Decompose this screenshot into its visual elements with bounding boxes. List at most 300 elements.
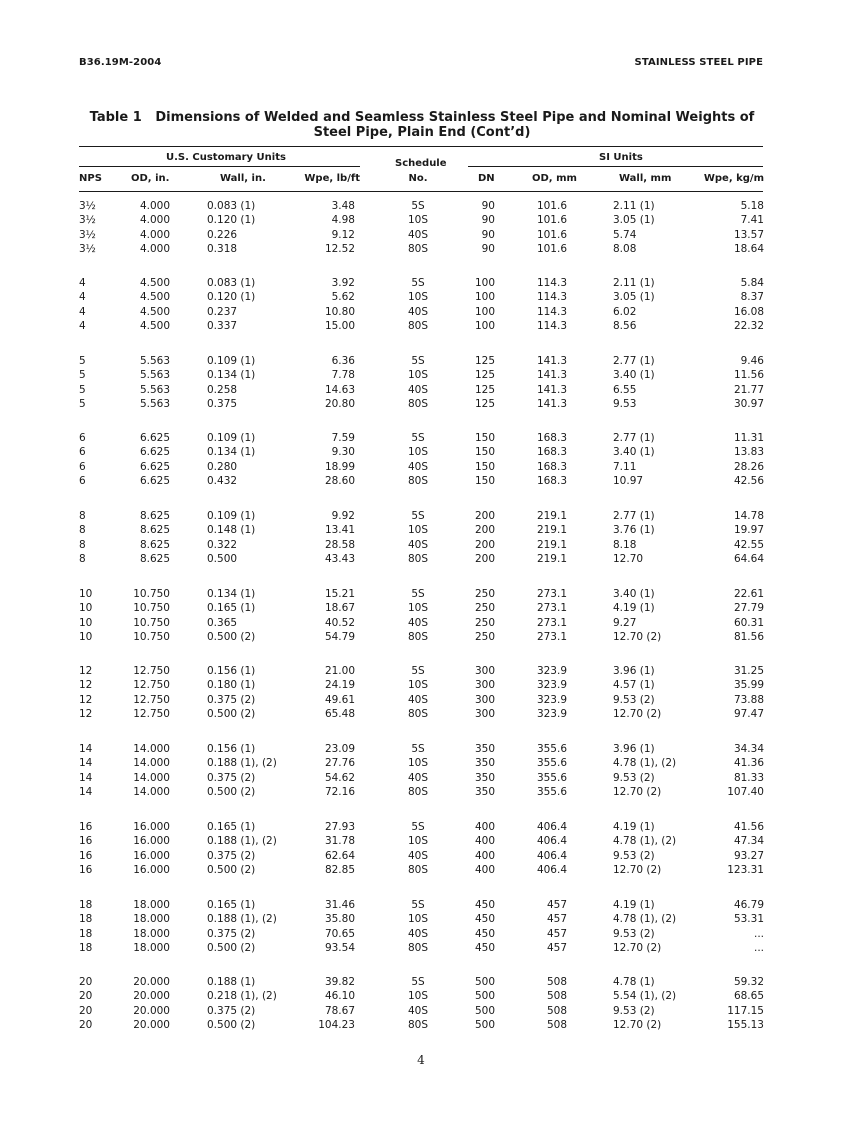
cell-od-mm: 457	[546, 899, 567, 911]
cell-nps: 12	[79, 665, 93, 677]
cell-wall-in: 0.258	[207, 383, 238, 396]
cell-wall-mm: 2.11 (1)	[613, 200, 655, 212]
cell-dn: 250	[474, 616, 495, 629]
cell-od-mm: 355.6	[536, 757, 567, 770]
cell-nps: 20	[79, 1004, 93, 1017]
cell-od-in: 20.000	[133, 976, 170, 988]
cell-wpe-kg: 7.41	[740, 214, 764, 227]
col-header-dn: DN	[478, 173, 495, 184]
cell-dn: 300	[474, 693, 495, 706]
col-header-nps: NPS	[79, 173, 102, 184]
cell-wpe-lb: 7.78	[331, 369, 355, 382]
cell-nps: 10	[79, 631, 93, 644]
cell-nps: 18	[79, 899, 93, 911]
cell-nps: 8	[79, 510, 86, 522]
cell-wall-in: 0.365	[207, 616, 238, 629]
cell-schedule: 10S	[407, 757, 429, 770]
cell-dn: 100	[474, 291, 495, 304]
cell-nps: 12	[79, 693, 93, 706]
cell-wpe-lb: 35.80	[324, 913, 355, 926]
cell-wpe-lb: 12.52	[324, 243, 355, 256]
cell-nps: 3½	[79, 243, 96, 256]
cell-wall-mm: 2.77 (1)	[613, 510, 655, 522]
cell-wall-in: 0.280	[207, 460, 238, 473]
cell-schedule: 10S	[407, 913, 429, 926]
cell-schedule: 40S	[407, 616, 429, 629]
cell-od-mm: 508	[546, 990, 567, 1003]
cell-wall-mm: 4.78 (1)	[613, 976, 655, 988]
cell-od-mm: 273.1	[536, 602, 567, 615]
cell-wpe-lb: 78.67	[324, 1004, 355, 1017]
col-header-schedule: No.	[408, 173, 428, 184]
cell-wpe-kg: 47.34	[733, 835, 764, 848]
cell-wpe-lb: 39.82	[324, 976, 355, 988]
cell-od-mm: 114.3	[536, 320, 567, 333]
cell-dn: 200	[474, 524, 495, 537]
cell-schedule: 5S	[411, 665, 425, 677]
cell-wpe-kg: 97.47	[733, 708, 764, 721]
cell-wall-in: 0.375 (2)	[207, 693, 256, 706]
cell-wall-in: 0.500 (2)	[207, 942, 256, 955]
cell-wall-in: 0.226	[207, 228, 238, 241]
cell-dn: 200	[474, 553, 495, 566]
cell-od-mm: 168.3	[536, 475, 567, 488]
cell-od-in: 12.750	[133, 665, 170, 677]
cell-wpe-lb: 43.43	[324, 553, 355, 566]
cell-nps: 6	[79, 432, 86, 444]
cell-schedule: 10S	[407, 602, 429, 615]
cell-wpe-kg: 31.25	[733, 665, 764, 677]
cell-od-in: 8.625	[139, 553, 170, 566]
cell-schedule: 5S	[411, 355, 425, 367]
cell-wall-mm: 3.05 (1)	[613, 291, 655, 304]
cell-wpe-kg: 34.34	[733, 743, 764, 755]
cell-schedule: 5S	[411, 899, 425, 911]
cell-wall-in: 0.134 (1)	[207, 369, 256, 382]
cell-nps: 16	[79, 835, 93, 848]
cell-schedule: 80S	[407, 475, 429, 488]
cell-wall-in: 0.109 (1)	[207, 355, 256, 367]
cell-wpe-kg: 27.79	[733, 602, 764, 615]
cell-dn: 250	[474, 631, 495, 644]
cell-wall-mm: 5.54 (1), (2)	[613, 990, 677, 1003]
cell-schedule: 10S	[407, 679, 429, 692]
cell-dn: 450	[474, 913, 495, 926]
cell-wpe-kg: 22.61	[733, 588, 764, 600]
cell-dn: 150	[474, 446, 495, 459]
cell-schedule: 80S	[407, 942, 429, 955]
cell-dn: 400	[474, 849, 495, 862]
cell-od-in: 16.000	[133, 864, 170, 877]
cell-wpe-lb: 9.30	[331, 446, 355, 459]
cell-wpe-kg: 53.31	[733, 913, 764, 926]
cell-wall-mm: 12.70 (2)	[613, 708, 662, 721]
cell-wall-in: 0.500 (2)	[207, 786, 256, 799]
cell-wall-mm: 6.02	[613, 305, 637, 318]
cell-nps: 8	[79, 553, 86, 566]
cell-od-in: 5.563	[139, 398, 170, 411]
cell-nps: 10	[79, 602, 93, 615]
cell-od-in: 10.750	[133, 588, 170, 600]
cell-schedule: 40S	[407, 1004, 429, 1017]
cell-wall-mm: 3.76 (1)	[613, 524, 655, 537]
cell-schedule: 10S	[407, 291, 429, 304]
cell-dn: 125	[474, 383, 495, 396]
cell-wpe-lb: 5.62	[331, 291, 355, 304]
cell-wpe-lb: 93.54	[324, 942, 355, 955]
cell-od-mm: 457	[546, 927, 567, 940]
cell-od-mm: 219.1	[536, 510, 567, 522]
cell-schedule: 40S	[407, 927, 429, 940]
cell-schedule: 80S	[407, 398, 429, 411]
cell-od-mm: 355.6	[536, 771, 567, 784]
cell-wall-in: 0.180 (1)	[207, 679, 256, 692]
cell-nps: 20	[79, 976, 93, 988]
cell-od-mm: 219.1	[536, 538, 567, 551]
cell-dn: 150	[474, 475, 495, 488]
header-bottom-rule	[79, 191, 763, 192]
cell-wall-mm: 12.70 (2)	[613, 1019, 662, 1032]
cell-wall-mm: 2.77 (1)	[613, 432, 655, 444]
cell-nps: 8	[79, 538, 86, 551]
cell-dn: 200	[474, 510, 495, 522]
cell-wall-mm: 8.08	[613, 243, 637, 256]
cell-od-mm: 219.1	[536, 553, 567, 566]
cell-wall-in: 0.188 (1)	[207, 976, 256, 988]
cell-od-in: 16.000	[133, 821, 170, 833]
cell-wall-mm: 9.53 (2)	[613, 927, 655, 940]
cell-wpe-lb: 54.79	[324, 631, 355, 644]
cell-nps: 18	[79, 927, 93, 940]
cell-dn: 200	[474, 538, 495, 551]
cell-dn: 90	[481, 200, 495, 212]
cell-dn: 450	[474, 942, 495, 955]
cell-wpe-lb: 3.48	[331, 200, 355, 212]
cell-od-in: 4.500	[139, 291, 170, 304]
cell-od-in: 14.000	[133, 757, 170, 770]
cell-wpe-lb: 40.52	[324, 616, 355, 629]
cell-nps: 16	[79, 849, 93, 862]
cell-nps: 5	[79, 355, 86, 367]
cell-dn: 450	[474, 899, 495, 911]
cell-wpe-kg: 59.32	[733, 976, 764, 988]
cell-od-in: 4.000	[139, 214, 170, 227]
cell-od-in: 8.625	[139, 538, 170, 551]
cell-dn: 350	[474, 771, 495, 784]
cell-dn: 400	[474, 835, 495, 848]
cell-dn: 100	[474, 320, 495, 333]
cell-dn: 500	[474, 990, 495, 1003]
cell-od-in: 12.750	[133, 679, 170, 692]
cell-nps: 18	[79, 942, 93, 955]
col-header-wall-mm: Wall, mm	[619, 173, 672, 184]
cell-nps: 3½	[79, 228, 96, 241]
table-title-line1: Table 1 Dimensions of Welded and Seamless Stainless Steel Pipe and Nominal Weights of	[89, 110, 755, 125]
page-number: 4	[417, 1053, 425, 1067]
cell-wpe-lb: 13.41	[324, 524, 355, 537]
cell-od-mm: 114.3	[536, 277, 567, 289]
cell-wall-mm: 3.05 (1)	[613, 214, 655, 227]
cell-wall-in: 0.083 (1)	[207, 200, 256, 212]
cell-dn: 250	[474, 588, 495, 600]
cell-od-mm: 323.9	[536, 679, 567, 692]
cell-wall-mm: 8.56	[613, 320, 637, 333]
document-id: B36.19M-2004	[79, 57, 162, 68]
cell-wpe-kg: ...	[753, 942, 764, 955]
cell-od-in: 14.000	[133, 786, 170, 799]
cell-wall-mm: 9.53	[613, 398, 637, 411]
cell-wpe-kg: 155.13	[727, 1019, 764, 1032]
cell-dn: 400	[474, 864, 495, 877]
cell-wall-mm: 3.40 (1)	[613, 446, 655, 459]
cell-wall-in: 0.375 (2)	[207, 849, 256, 862]
cell-od-mm: 406.4	[536, 821, 567, 833]
cell-wall-mm: 9.53 (2)	[613, 693, 655, 706]
cell-od-mm: 101.6	[536, 243, 567, 256]
cell-wpe-lb: 15.21	[324, 588, 355, 600]
cell-nps: 3½	[79, 214, 96, 227]
cell-od-in: 5.563	[139, 369, 170, 382]
cell-wall-mm: 7.11	[613, 460, 637, 473]
cell-wall-in: 0.500 (2)	[207, 1019, 256, 1032]
cell-od-mm: 355.6	[536, 786, 567, 799]
cell-od-in: 18.000	[133, 942, 170, 955]
cell-schedule: 5S	[411, 976, 425, 988]
cell-dn: 125	[474, 355, 495, 367]
cell-wall-mm: 3.96 (1)	[613, 665, 655, 677]
cell-schedule: 10S	[407, 524, 429, 537]
cell-schedule: 40S	[407, 228, 429, 241]
cell-wpe-lb: 31.78	[324, 835, 355, 848]
cell-od-mm: 114.3	[536, 291, 567, 304]
cell-wall-mm: 2.11 (1)	[613, 277, 655, 289]
cell-od-in: 4.500	[139, 320, 170, 333]
cell-schedule: 10S	[407, 369, 429, 382]
cell-od-in: 5.563	[139, 355, 170, 367]
cell-wall-in: 0.148 (1)	[207, 524, 256, 537]
cell-od-mm: 141.3	[536, 383, 567, 396]
us-units-header: U.S. Customary Units	[166, 152, 286, 163]
cell-wpe-lb: 65.48	[324, 708, 355, 721]
cell-nps: 12	[79, 679, 93, 692]
cell-dn: 125	[474, 369, 495, 382]
cell-od-mm: 406.4	[536, 849, 567, 862]
cell-od-in: 16.000	[133, 849, 170, 862]
cell-schedule: 5S	[411, 200, 425, 212]
cell-dn: 350	[474, 743, 495, 755]
cell-od-mm: 141.3	[536, 369, 567, 382]
cell-wall-mm: 4.78 (1), (2)	[613, 757, 677, 770]
cell-od-mm: 323.9	[536, 708, 567, 721]
cell-wpe-kg: ...	[753, 927, 764, 940]
cell-wpe-kg: 13.83	[733, 446, 764, 459]
cell-schedule: 10S	[407, 446, 429, 459]
cell-wall-mm: 9.53 (2)	[613, 771, 655, 784]
cell-nps: 5	[79, 398, 86, 411]
cell-nps: 5	[79, 383, 86, 396]
cell-od-in: 6.625	[139, 432, 170, 444]
cell-wall-in: 0.375 (2)	[207, 1004, 256, 1017]
col-header-wall-in: Wall, in.	[220, 173, 266, 184]
cell-wpe-lb: 31.46	[324, 899, 355, 911]
cell-od-mm: 508	[546, 976, 567, 988]
cell-wpe-kg: 42.56	[733, 475, 764, 488]
cell-wpe-kg: 21.77	[733, 383, 764, 396]
cell-od-mm: 406.4	[536, 835, 567, 848]
cell-od-in: 18.000	[133, 899, 170, 911]
cell-od-mm: 101.6	[536, 200, 567, 212]
cell-od-mm: 273.1	[536, 631, 567, 644]
cell-wpe-lb: 27.76	[324, 757, 355, 770]
cell-dn: 100	[474, 277, 495, 289]
cell-od-mm: 457	[546, 913, 567, 926]
cell-dn: 300	[474, 708, 495, 721]
cell-wpe-kg: 81.56	[733, 631, 764, 644]
cell-wpe-kg: 73.88	[733, 693, 764, 706]
cell-od-mm: 101.6	[536, 228, 567, 241]
cell-wpe-lb: 72.16	[324, 786, 355, 799]
cell-od-in: 6.625	[139, 446, 170, 459]
cell-od-in: 6.625	[139, 460, 170, 473]
cell-dn: 250	[474, 602, 495, 615]
cell-od-in: 18.000	[133, 913, 170, 926]
cell-schedule: 5S	[411, 588, 425, 600]
cell-wpe-lb: 4.98	[331, 214, 355, 227]
cell-wpe-lb: 82.85	[324, 864, 355, 877]
cell-nps: 16	[79, 864, 93, 877]
cell-od-in: 20.000	[133, 1019, 170, 1032]
cell-wpe-kg: 60.31	[733, 616, 764, 629]
cell-wpe-kg: 42.55	[733, 538, 764, 551]
cell-dn: 90	[481, 228, 495, 241]
cell-nps: 10	[79, 588, 93, 600]
col-header-od-mm: OD, mm	[532, 173, 577, 184]
cell-od-mm: 141.3	[536, 398, 567, 411]
cell-wall-in: 0.109 (1)	[207, 432, 256, 444]
cell-wpe-lb: 7.59	[331, 432, 355, 444]
cell-wpe-lb: 62.64	[324, 849, 355, 862]
cell-schedule: 5S	[411, 277, 425, 289]
cell-schedule: 40S	[407, 538, 429, 551]
cell-schedule: 80S	[407, 553, 429, 566]
cell-wpe-lb: 15.00	[324, 320, 355, 333]
cell-nps: 18	[79, 913, 93, 926]
cell-nps: 12	[79, 708, 93, 721]
cell-od-in: 10.750	[133, 631, 170, 644]
cell-schedule: 80S	[407, 708, 429, 721]
cell-dn: 500	[474, 1019, 495, 1032]
cell-wpe-lb: 104.23	[318, 1019, 355, 1032]
cell-wpe-lb: 21.00	[324, 665, 355, 677]
cell-wpe-kg: 11.56	[733, 369, 764, 382]
cell-wall-mm: 4.78 (1), (2)	[613, 835, 677, 848]
cell-od-mm: 355.6	[536, 743, 567, 755]
cell-schedule: 10S	[407, 214, 429, 227]
cell-schedule: 80S	[407, 864, 429, 877]
cell-wall-mm: 4.19 (1)	[613, 899, 655, 911]
cell-wpe-kg: 117.15	[727, 1004, 764, 1017]
cell-wall-in: 0.188 (1), (2)	[207, 913, 277, 926]
cell-od-in: 20.000	[133, 1004, 170, 1017]
cell-nps: 6	[79, 475, 86, 488]
cell-dn: 150	[474, 432, 495, 444]
cell-schedule: 80S	[407, 631, 429, 644]
cell-od-mm: 508	[546, 1004, 567, 1017]
cell-od-in: 18.000	[133, 927, 170, 940]
cell-wall-in: 0.375 (2)	[207, 927, 256, 940]
cell-schedule: 10S	[407, 990, 429, 1003]
cell-od-mm: 114.3	[536, 305, 567, 318]
cell-od-in: 10.750	[133, 616, 170, 629]
cell-od-mm: 141.3	[536, 355, 567, 367]
cell-od-mm: 219.1	[536, 524, 567, 537]
cell-wpe-kg: 5.84	[740, 277, 764, 289]
cell-dn: 300	[474, 665, 495, 677]
cell-nps: 4	[79, 305, 86, 318]
cell-wpe-kg: 123.31	[727, 864, 764, 877]
col-header-wpe-lb: Wpe, lb/ft	[304, 173, 360, 184]
cell-wpe-kg: 8.37	[740, 291, 764, 304]
si-units-rule	[468, 166, 763, 167]
cell-dn: 150	[474, 460, 495, 473]
cell-wall-in: 0.218 (1), (2)	[207, 990, 277, 1003]
cell-schedule: 40S	[407, 771, 429, 784]
cell-wpe-kg: 28.26	[733, 460, 764, 473]
cell-od-mm: 406.4	[536, 864, 567, 877]
cell-wpe-kg: 19.97	[733, 524, 764, 537]
cell-wall-in: 0.188 (1), (2)	[207, 757, 277, 770]
cell-wall-in: 0.337	[207, 320, 238, 333]
cell-schedule: 80S	[407, 786, 429, 799]
cell-wpe-lb: 28.58	[324, 538, 355, 551]
cell-od-mm: 323.9	[536, 693, 567, 706]
cell-od-in: 6.625	[139, 475, 170, 488]
cell-nps: 20	[79, 1019, 93, 1032]
cell-schedule: 80S	[407, 243, 429, 256]
cell-wall-in: 0.165 (1)	[207, 821, 256, 833]
cell-schedule: 5S	[411, 432, 425, 444]
cell-od-mm: 168.3	[536, 432, 567, 444]
cell-wall-mm: 10.97	[613, 475, 644, 488]
cell-nps: 14	[79, 743, 93, 755]
cell-wpe-lb: 20.80	[324, 398, 355, 411]
cell-wall-mm: 9.27	[613, 616, 637, 629]
cell-wall-in: 0.188 (1), (2)	[207, 835, 277, 848]
cell-dn: 500	[474, 1004, 495, 1017]
cell-wpe-kg: 107.40	[727, 786, 764, 799]
us-units-rule	[79, 166, 360, 167]
cell-schedule: 40S	[407, 305, 429, 318]
si-units-header: SI Units	[599, 152, 643, 163]
cell-od-mm: 323.9	[536, 665, 567, 677]
cell-nps: 3½	[79, 200, 96, 212]
cell-wpe-kg: 5.18	[740, 200, 764, 212]
cell-wall-in: 0.120 (1)	[207, 214, 256, 227]
cell-wpe-lb: 18.99	[324, 460, 355, 473]
cell-od-mm: 273.1	[536, 616, 567, 629]
cell-od-in: 20.000	[133, 990, 170, 1003]
col-header-wpe-kg: Wpe, kg/m	[703, 173, 764, 184]
cell-dn: 350	[474, 757, 495, 770]
cell-dn: 350	[474, 786, 495, 799]
cell-wpe-kg: 41.56	[733, 821, 764, 833]
cell-od-in: 8.625	[139, 510, 170, 522]
cell-od-in: 14.000	[133, 743, 170, 755]
cell-od-in: 12.750	[133, 708, 170, 721]
cell-od-mm: 273.1	[536, 588, 567, 600]
cell-nps: 14	[79, 757, 93, 770]
cell-wall-in: 0.375	[207, 398, 238, 411]
